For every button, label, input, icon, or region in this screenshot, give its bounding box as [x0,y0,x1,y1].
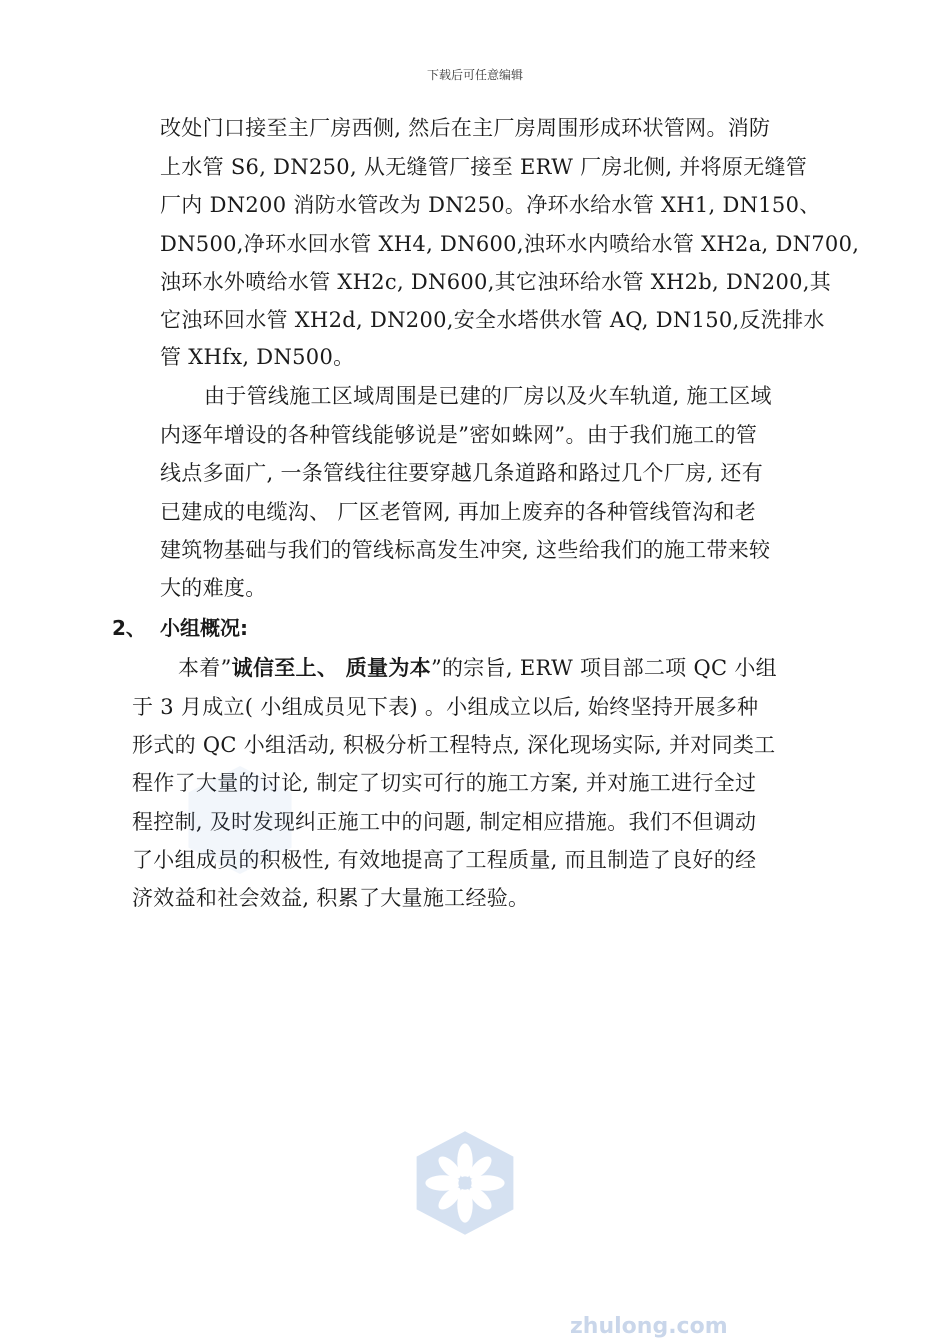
para3-line-7: 济效益和社会效益, 积累了大量施工经验。 [132,886,530,910]
zhulong-logo-icon [410,1128,520,1238]
para2-line-1: 由于管线施工区域周围是已建的厂房以及火车轨道, 施工区域 [204,384,772,408]
para1-line-6: 它浊环回水管 XH2d, DN200,安全水塔供水管 AQ, DN150,反洗排水 [160,308,825,332]
section-title: 小组概况: [160,616,248,640]
para3-line-5: 程控制, 及时发现纠正施工中的问题, 制定相应措施。我们不但调动 [132,810,757,834]
watermark-text: zhulong.com [570,1314,728,1339]
para3-line-6: 了小组成员的积极性, 有效地提高了工程质量, 而且制造了良好的经 [132,848,757,872]
para2-line-2: 内逐年增设的各种管线能够说是”密如蛛网”。由于我们施工的管 [160,423,758,447]
page-header: 下载后可任意编辑 [426,68,523,82]
para2-line-5: 建筑物基础与我们的管线标高发生冲突, 这些给我们的施工带来较 [160,538,771,562]
para3-suffix: ”的宗旨, ERW 项目部二项 QC 小组 [430,656,777,680]
para2-line-6: 大的难度。 [160,576,267,600]
para3-prefix: 本着” [178,656,232,680]
faint-watermark-logo-icon [180,760,300,880]
para3-line-3: 形式的 QC 小组活动, 积极分析工程特点, 深化现场实际, 并对同类工 [132,733,776,757]
para1-line-7: 管 XHfx, DN500。 [160,345,355,369]
para3-line-2: 于 3 月成立( 小组成员见下表) 。小组成立以后, 始终坚持开展多种 [132,695,759,719]
para1-line-2: 上水管 S6, DN250, 从无缝管厂接至 ERW 厂房北侧, 并将原无缝管 [160,155,808,179]
para1-line-4: DN500,净环水回水管 XH4, DN600,浊环水内喷给水管 XH2a, DN700, [160,232,860,256]
para2-line-4: 已建成的电缆沟、 厂区老管网, 再加上废弃的各种管线管沟和老 [160,500,757,524]
para3-bold-motto: 诚信至上、 质量为本 [231,655,431,680]
para1-line-5: 浊环水外喷给水管 XH2c, DN600,其它浊环给水管 XH2b, DN200,其 [160,270,832,294]
para3-line-1 [178,652,777,682]
para3-line-4: 程作了大量的讨论, 制定了切实可行的施工方案, 并对施工进行全过 [132,771,757,795]
section-number: 2、 [112,616,146,640]
para1-line-1: 改处门口接至主厂房西侧, 然后在主厂房周围形成环状管网。消防 [160,116,771,140]
para1-line-3: 厂内 DN200 消防水管改为 DN250。净环水给水管 XH1, DN150、 [160,193,821,217]
para2-line-3: 线点多面广, 一条管线往往要穿越几条道路和路过几个厂房, 还有 [160,461,763,485]
